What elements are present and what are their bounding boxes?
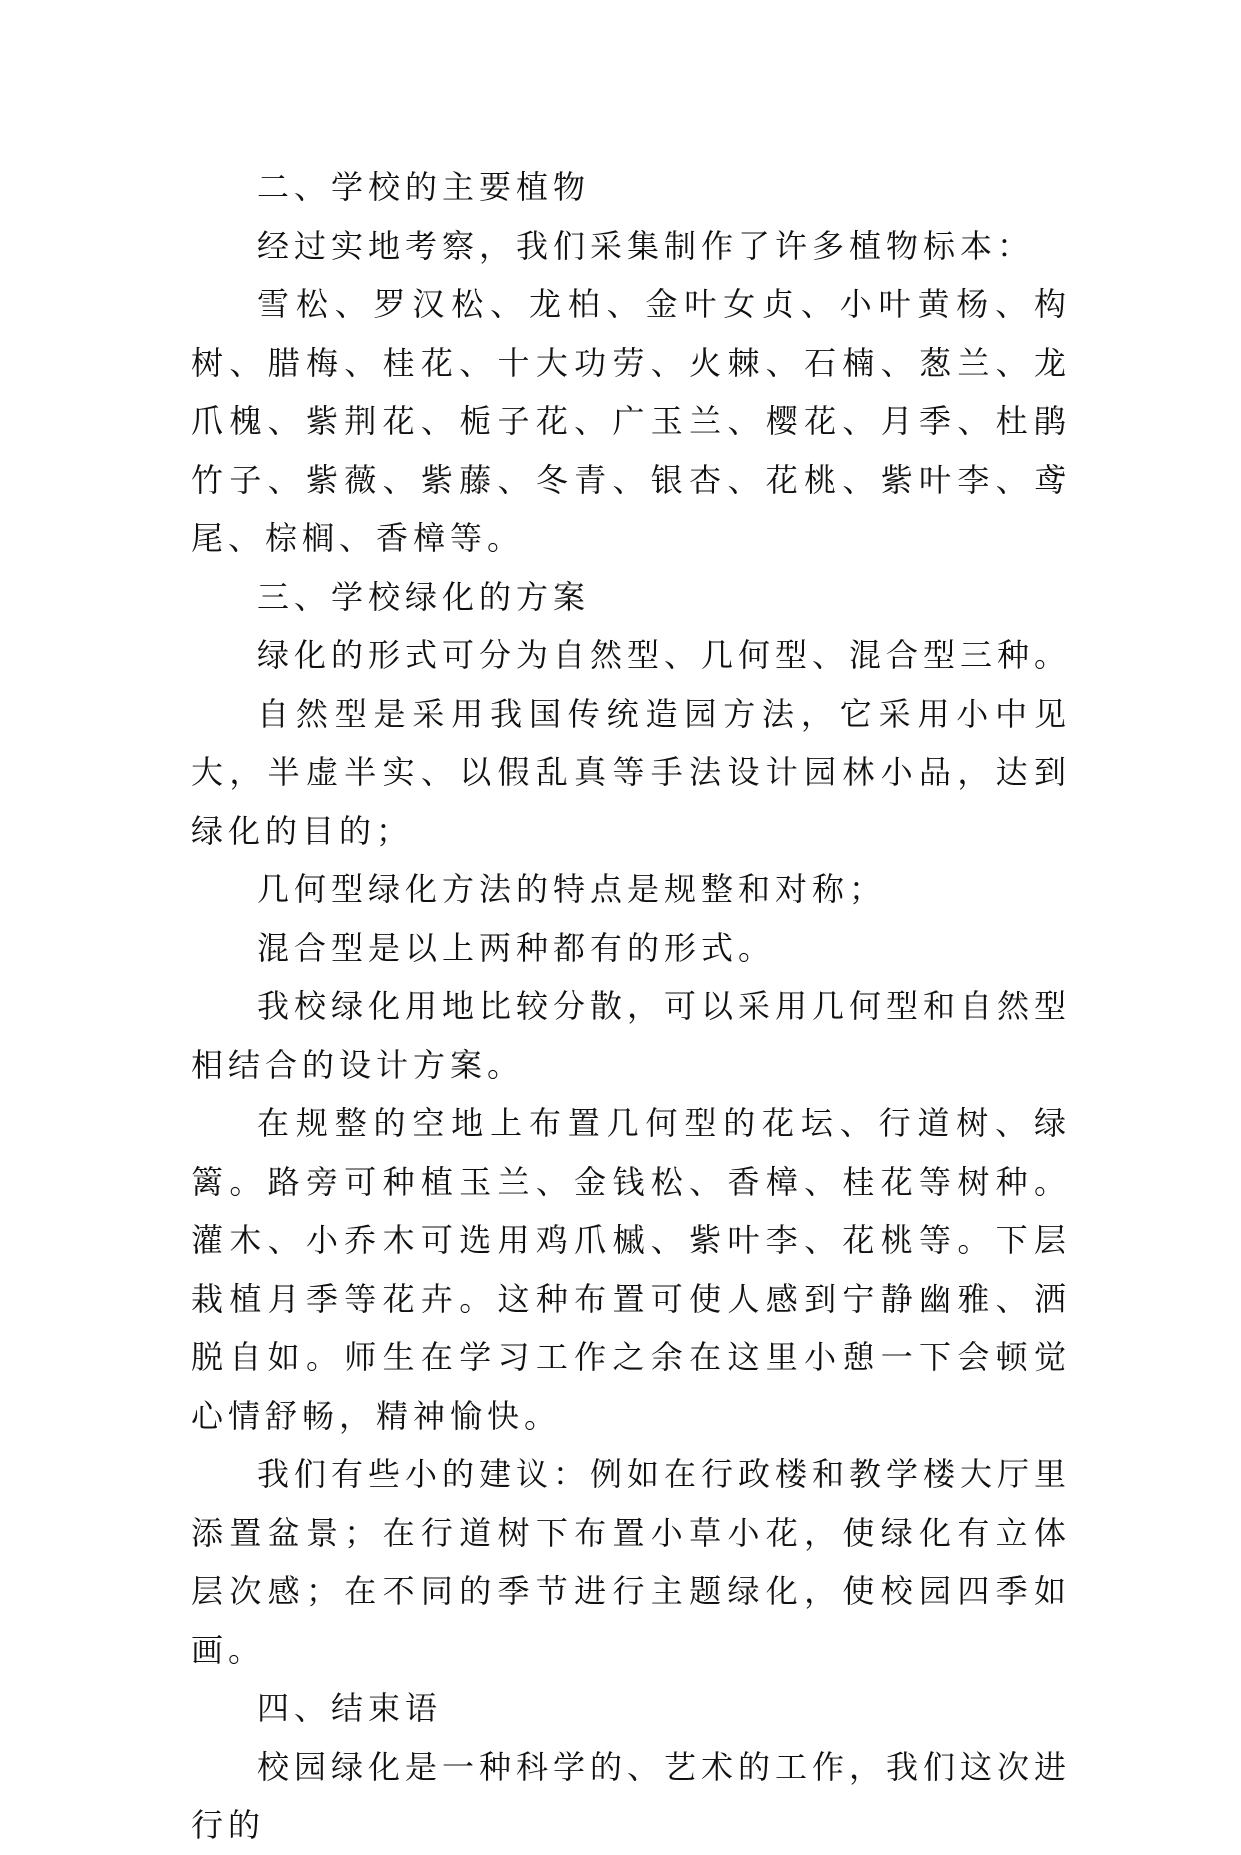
document-body: [191, 158, 1071, 1855]
paragraph-greening-forms: 绿化的形式可分为自然型、几何型、混合型三种。: [257, 636, 1072, 674]
section-heading-main-plants: 二、学校的主要植物: [257, 168, 591, 206]
section-heading-greening-plan: 三、学校绿化的方案: [257, 577, 591, 616]
paragraph-plant-list: 雪松、罗汉松、龙柏、金叶女贞、小叶黄杨、构树、腊梅、桂花、十大功劳、火棘、石楠、葱兰、龙爪槐、紫荆花、栀子花、广玉兰、樱花、月季、杜鹃竹子、紫薇、紫藤、冬青、银杏、花桃、紫叶李、鸢尾、棕榈、香樟等。: [191, 285, 1071, 557]
paragraph-suggestions: 我们有些小的建议：例如在行政楼和教学楼大厅里添置盆景；在行道树下布置小草小花，使绿化有立体层次感；在不同的季节进行主题绿化，使校园四季如画。: [191, 1455, 1072, 1669]
paragraph-school-plan: 我校绿化用地比较分散，可以采用几何型和自然型相结合的设计方案。: [191, 987, 1072, 1084]
paragraph-survey-intro: 经过实地考察，我们采集制作了许多植物标本：: [257, 226, 1035, 265]
paragraph-mixed-type: 混合型是以上两种都有的形式。: [257, 928, 776, 967]
paragraph-geometric-type: 几何型绿化方法的特点是规整和对称；: [257, 870, 887, 908]
paragraph-layout-details: 在规整的空地上布置几何型的花坛、行道树、绿篱。路旁可种植玉兰、金钱松、香樟、桂花等树种。灌木、小乔木可选用鸡爪槭、紫叶李、花桃等。下层栽植月季等花卉。这种布置可使人感到宁静幽雅、洒脱自如。师生在学习工作之余在这里小憩一下会顿觉心情舒畅，精神愉快。: [191, 1104, 1071, 1435]
section-heading-conclusion: 四、结束语: [257, 1689, 443, 1727]
paragraph-conclusion: 校园绿化是一种科学的、艺术的工作，我们这次进行的: [191, 1747, 1072, 1844]
paragraph-natural-type: 自然型是采用我国传统造园方法，它采用小中见大，半虚半实、以假乱真等手法设计园林小品，达到绿化的目的；: [191, 694, 1071, 850]
